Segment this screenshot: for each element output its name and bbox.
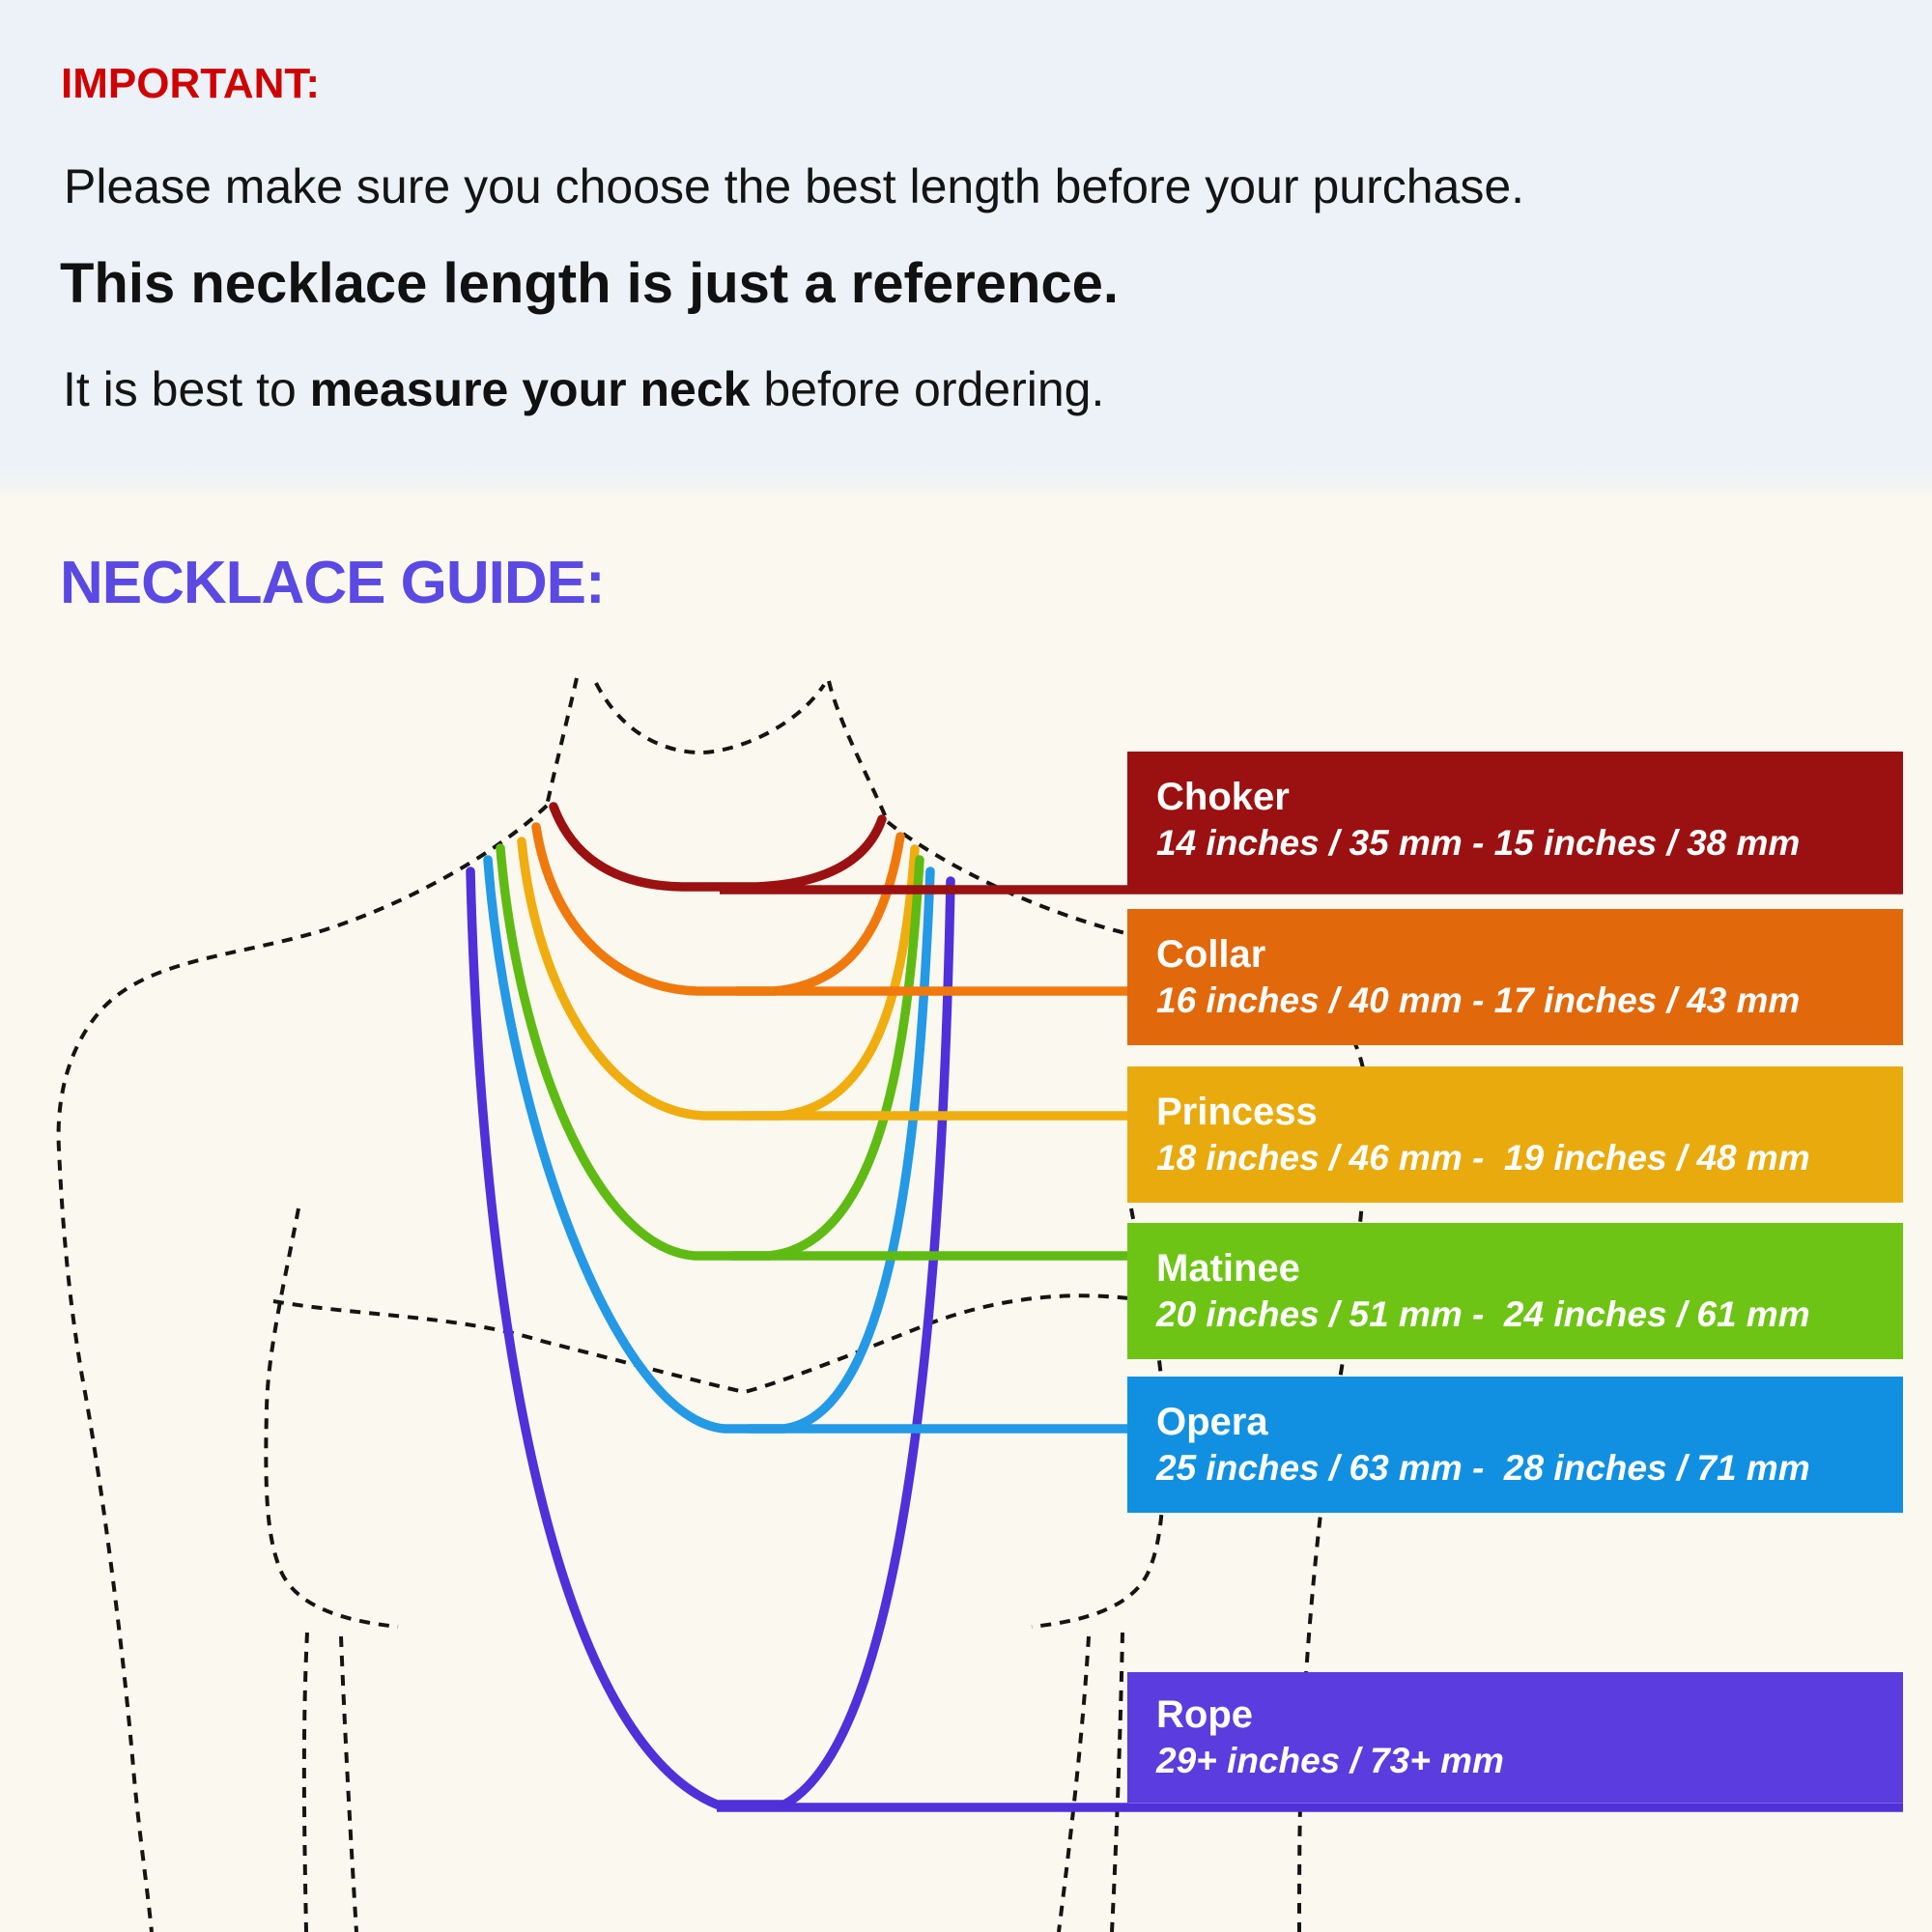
neck-right-line <box>829 681 888 822</box>
collar-bar <box>1127 909 1903 1045</box>
choker-bar-range: 14 inches / 35 mm - 15 inches / 38 mm <box>1156 822 1801 863</box>
necklace-guide-title: NECKLACE GUIDE: <box>60 550 605 616</box>
measure-line-suffix: before ordering. <box>750 362 1105 416</box>
choker-curve <box>554 807 882 887</box>
left-inner-arm-line <box>266 1208 398 1627</box>
matinee-bar-name: Matinee <box>1156 1247 1300 1291</box>
neck-left-line <box>547 678 577 806</box>
rope-bar-name: Rope <box>1156 1693 1253 1737</box>
important-label: IMPORTANT: <box>61 60 321 107</box>
rope-bar <box>1127 1672 1903 1803</box>
opera-bar-name: Opera <box>1156 1401 1268 1444</box>
collar-curve <box>536 827 900 991</box>
bust-line <box>273 1295 1145 1392</box>
left-forearm-line-a <box>304 1633 307 1932</box>
notice-line-reference: This necklace length is just a reference. <box>60 252 1119 315</box>
measure-line-bold: measure your neck <box>309 362 751 416</box>
collar-bar-range: 16 inches / 40 mm - 17 inches / 43 mm <box>1156 980 1801 1021</box>
left-forearm-line-b <box>341 1636 356 1932</box>
notice-line-choose-length: Please make sure you choose the best length before your purchase. <box>64 159 1525 213</box>
right-forearm-line-b <box>1059 1636 1089 1932</box>
right-forearm-line-a <box>1112 1633 1122 1932</box>
princess-bar <box>1127 1066 1903 1203</box>
rope-bar-range: 29+ inches / 73+ mm <box>1156 1741 1504 1781</box>
collar-bar-name: Collar <box>1156 933 1266 977</box>
opera-bar <box>1127 1377 1903 1513</box>
measure-line-prefix: It is best to <box>63 362 310 416</box>
choker-bar-name: Choker <box>1156 775 1290 818</box>
opera-bar-range: 25 inches / 63 mm - 28 inches / 71 mm <box>1156 1448 1810 1489</box>
matinee-bar-range: 20 inches / 51 mm - 24 inches / 61 mm <box>1156 1294 1810 1335</box>
matinee-bar <box>1127 1223 1903 1359</box>
rope-curve <box>470 871 951 1804</box>
princess-bar-name: Princess <box>1156 1091 1318 1134</box>
neckline-curve <box>596 683 824 753</box>
choker-bar <box>1127 752 1903 887</box>
princess-bar-range: 18 inches / 46 mm - 19 inches / 48 mm <box>1156 1138 1810 1179</box>
